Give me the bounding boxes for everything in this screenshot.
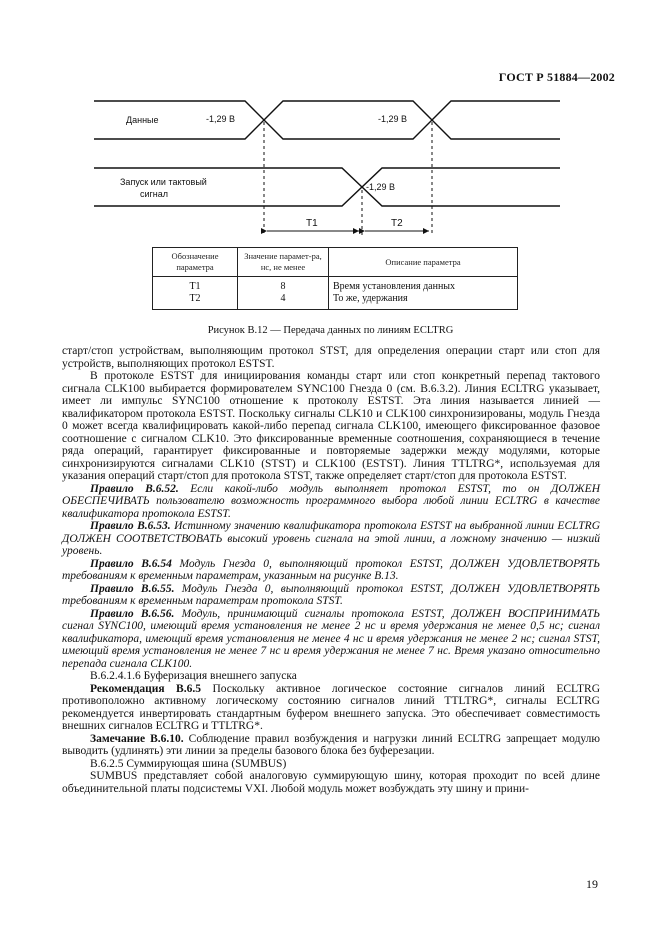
level-label-3: -1,29 В bbox=[366, 182, 396, 192]
rule-b-6-56: Правило В.6.56. Модуль, принимающий сигналы протокола ESTST, ДОЛЖЕН ВОСПРИНИМАТЬ сигнал SYNC100, имеющий время установления не менее 2 нс и время удержания не менее 0,5 нс; сигнал квалификатора, имеющий время установления не менее 4 нс и время удержания не менее 2 нс; сигнал STST, имеющий время установления не менее 7 нс и время удержания не менее 7 нс. Время указано относительно перепада сигнала CLK100. bbox=[62, 607, 600, 670]
level-label-1: -1,29 В bbox=[206, 114, 236, 124]
table-row bbox=[153, 277, 518, 310]
body-text bbox=[62, 345, 600, 795]
trigger-signal-label: Запуск или тактовый bbox=[120, 177, 207, 187]
table-cell-params: T1 T2 bbox=[153, 277, 238, 310]
rule-b-6-52: Правило В.6.52. Если какой-либо модуль выполняет протокол ESTST, то он ДОЛЖЕН ОБЕСПЕЧИВАТЬ пользователю возможность программного выбора любой линии ECLTRG в качестве квалификатора протокола ESTST. bbox=[62, 482, 600, 520]
timing-parameters-table bbox=[152, 247, 518, 310]
data-signal-label: Данные bbox=[126, 115, 159, 125]
data-signal-upper bbox=[94, 101, 560, 120]
table-cell-values: 8 4 bbox=[238, 277, 329, 310]
document-header: ГОСТ Р 51884—2002 bbox=[498, 70, 615, 84]
t2-label: T2 bbox=[391, 218, 403, 229]
rule-b-6-55: Правило В.6.55. Модуль Гнезда 0, выполняющий протокол ESTST, ДОЛЖЕН УДОВЛЕТВОРЯТЬ требованиям к временным параметрам протокола STST. bbox=[62, 582, 600, 607]
table-cell-descs: Время установления данных То же, удержания bbox=[329, 277, 518, 310]
paragraph: SUMBUS представляет собой аналоговую суммирующую шину, которая проходит по всей длине объединительной платы подсистемы VXI. Любой модуль может возбуждать эту шину и прини- bbox=[62, 770, 600, 795]
table-header-desc: Описание параметра bbox=[329, 248, 518, 277]
table-header-param: Обозначение параметра bbox=[153, 248, 238, 277]
note-b-6-10: Замечание В.6.10. Соблюдение правил возбуждения и нагрузки линий ECLTRG запрещает модулю выводить (удлинять) эти линии за пределы базового блока без буферезации. bbox=[62, 732, 600, 757]
level-label-2: -1,29 В bbox=[378, 114, 408, 124]
rule-b-6-53: Правило В.6.53. Истинному значению квалификатора протокола ESTST на выбранной линии ECLTRG ДОЛЖЕН СООТВЕТСТВОВАТЬ высокий уровень сигнала на этой линии, а ложному значению — низкий уровень. bbox=[62, 520, 601, 557]
recommendation-b-6-5: Рекомендация В.6.5 Поскольку активное логическое состояние сигналов линий ECLTRG противоположно активному логическому состоянию сигналов линий TTLTRG*, сигналы ECLTRG рекомендуется инвертировать стандартным буфером внешнего запуска. Это обеспечивает совместимость внешних сигналов ECLTRG и TTLTRG*. bbox=[62, 682, 601, 732]
section-heading: В.6.2.4.1.6 Буферизация внешнего запуска bbox=[90, 670, 297, 682]
figure-caption: Рисунок В.12 — Передача данных по линиям ECLTRG bbox=[207, 325, 454, 336]
data-signal-lower bbox=[94, 120, 560, 139]
table-header-value: Значение парамет-ра, нс, не менее bbox=[238, 248, 329, 277]
trigger-signal-label-2: сигнал bbox=[140, 189, 169, 199]
section-heading: В.6.2.5 Суммирующая шина (SUMBUS) bbox=[90, 757, 287, 770]
paragraph: В протоколе ESTST для инициирования команды старт или стоп конкретный перепад тактового сигнала CLK100 выбирается формирователем SYNC100 Гнезда 0 (см. В.6.3.2). Линия ECLTRG указывает, имеет ли импульс SYNC100 отношение к протоколу ESTST. Эта линия называется линией — квалификатором протокола ESTST. Поскольку сигналы CLK10 и CLK100 синхронизированы, модуль Гнезда 0 может всегда квалифицировать какой-либо перепад сигнала CLK100, имеющего фиксированное фазовое соотношение с сигналом CLK10. Это фиксированные временные соотношения, сохраняющиеся в течение ряда операций, гарантирует фиксированные и повторяемые задержки между модулями, которые синхронизируются сигналами CLK10 (STST) и CLK100 (ESTST). Линия TTLTRG*, используемая для указания операций старт/стоп для протокола STST, также определяет старт/стоп для протокола ESTST. bbox=[62, 370, 600, 482]
rule-b-6-54: Правило В.6.54 Модуль Гнезда 0, выполняющий протокол ESTST, ДОЛЖЕН УДОВЛЕТВОРЯТЬ требованиям к временным параметрам, указанным на рисунке В.13. bbox=[62, 557, 601, 582]
paragraph: старт/стоп устройствам, выполняющим протокол STST, для определения операции старт или стоп для устройств, выполняющих протокол ESTST. bbox=[62, 345, 600, 370]
page-number: 19 bbox=[586, 877, 598, 891]
t1-label: T1 bbox=[306, 218, 318, 229]
timing-diagram bbox=[0, 0, 661, 250]
